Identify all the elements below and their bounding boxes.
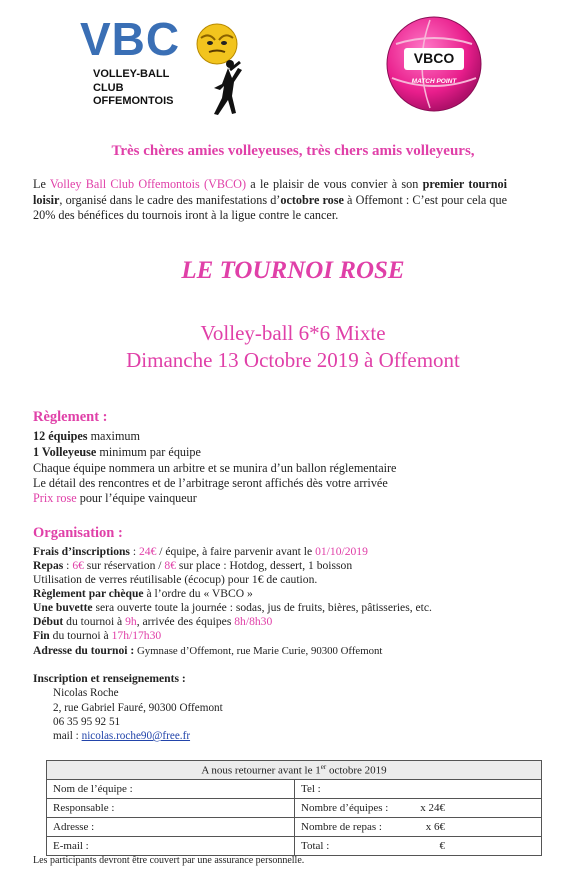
responsable-field[interactable]: Responsable : (47, 799, 295, 818)
form-header: A nous retourner avant le 1er octobre 2019 (47, 761, 542, 780)
pink-volleyball-logo (384, 14, 484, 114)
reglement-line-5: Prix rose pour l’équipe vainqueur (33, 491, 197, 505)
reglement-line-1: 12 équipes maximum (33, 429, 141, 443)
tel-field[interactable]: Tel : (295, 780, 542, 799)
ball-subtext: MATCH POINT (411, 78, 457, 85)
event-subtitle-1: Volley-ball 6*6 Mixte (200, 321, 386, 345)
frais-line: Frais d’inscriptions : 24€ / équipe, à faire parvenir avant le 01/10/2019 (33, 545, 368, 558)
verres-line: Utilisation de verres réutilisable (écocup) pour 1€ de caution. (33, 573, 318, 586)
registration-form-table (46, 760, 542, 856)
total-field[interactable]: Total : € (295, 837, 542, 856)
reglement-line-4: Le détail des rencontres et de l’arbitrage seront affichés dès votre arrivée (33, 476, 388, 490)
contact-mail-line: mail : nicolas.roche90@free.fr (53, 730, 191, 742)
vbco-logo (80, 14, 250, 118)
organisation-heading: Organisation : (33, 525, 123, 541)
buvette-line: Une buvette sera ouverte toute la journée : sodas, jus de fruits, bières, pâtisseries, etc. (33, 601, 432, 614)
logo-letters: VBC (80, 13, 181, 65)
nb-equipes-field[interactable]: Nombre d’équipes : x 24€ (295, 799, 542, 818)
fin-line: Fin du tournoi à 17h/17h30 (33, 629, 162, 642)
adresse-line: Adresse du tournoi : Gymnase d’Offemont, rue Marie Curie, 90300 Offemont (33, 644, 383, 657)
event-title: LE TOURNOI ROSE (181, 257, 405, 284)
club-name-lines: VOLLEY-BALL CLUB OFFEMONTOIS (93, 68, 174, 107)
nb-repas-field[interactable]: Nombre de repas : x 6€ (295, 818, 542, 837)
cheque-line: Règlement par chèque à l’ordre du « VBCO » (33, 587, 253, 600)
contact-name: Nicolas Roche (53, 687, 119, 699)
team-name-field[interactable]: Nom de l’équipe : (47, 780, 295, 799)
reglement-line-3: Chaque équipe nommera un arbitre et se munira d’un ballon réglementaire (33, 461, 397, 475)
contact-phone: 06 35 95 92 51 (53, 716, 121, 728)
ball-text: VBCO (413, 50, 455, 66)
volleyball-player-silhouette-icon (200, 58, 250, 118)
contact-heading: Inscription et renseignements : (33, 672, 186, 685)
repas-line: Repas : 6€ sur réservation / 8€ sur place : Hotdog, dessert, 1 boisson (33, 559, 353, 572)
intro-paragraph: Le Volley Ball Club Offemontois (VBCO) a le plaisir de vous convier à son premier tournoi loisir, organisé dans le cadre des manifestations d’octobre rose à Offemont : C’est pour cela que 20% des bénéfices du tournois iront à la ligue contre le cancer. (33, 177, 508, 222)
greeting: Très chères amies volleyeuses, très chers amis volleyeurs, (111, 143, 475, 159)
reglement-line-2: 1 Volleyeuse minimum par équipe (33, 445, 201, 459)
adresse-field[interactable]: Adresse : (47, 818, 295, 837)
club-name: Volley Ball Club Offemontois (VBCO) (49, 177, 247, 191)
event-subtitle-2: Dimanche 13 Octobre 2019 à Offemont (126, 348, 460, 372)
insurance-note: Les participants devront être couvert par une assurance personnelle. (33, 855, 305, 866)
contact-email-link[interactable]: nicolas.roche90@free.fr (81, 730, 191, 742)
reglement-heading: Règlement : (33, 409, 108, 425)
contact-street: 2, rue Gabriel Fauré, 90300 Offemont (53, 702, 223, 714)
debut-line: Début du tournoi à 9h, arrivée des équipes 8h/8h30 (33, 615, 273, 628)
email-field[interactable]: E-mail : (47, 837, 295, 856)
